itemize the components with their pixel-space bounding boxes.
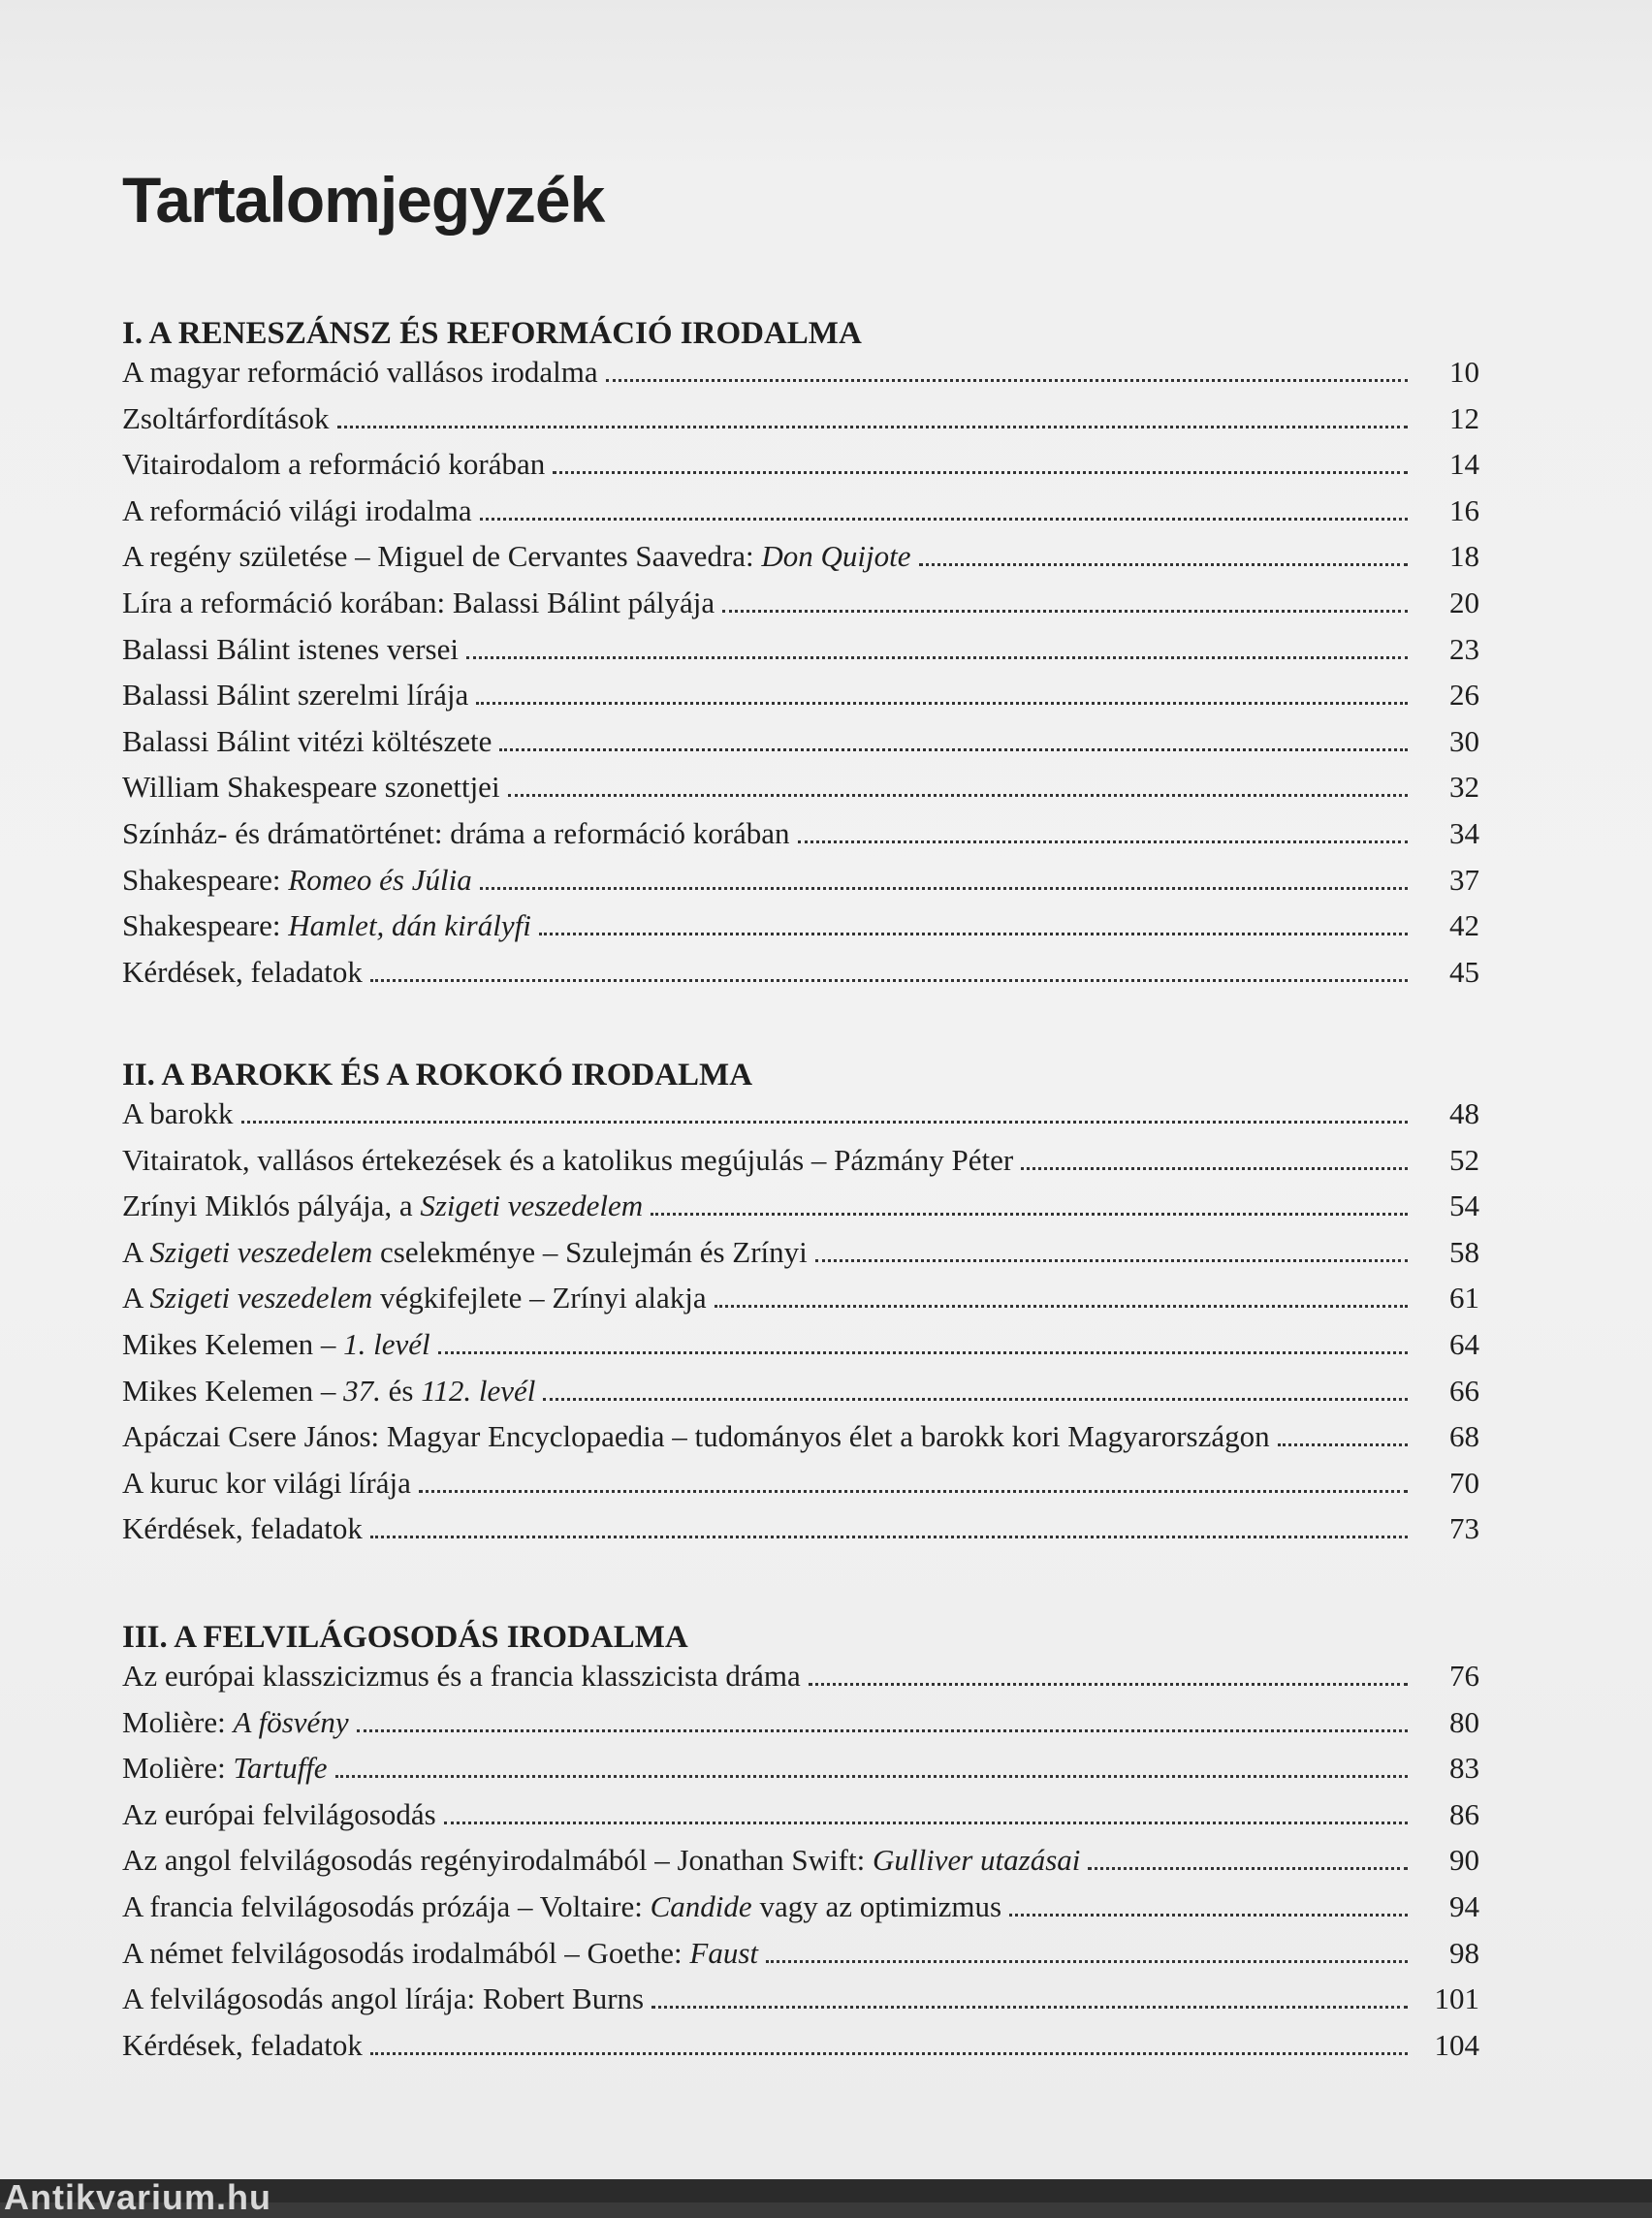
toc-entry bbox=[122, 1936, 1479, 1982]
toc-entry bbox=[122, 447, 1479, 493]
toc-entry bbox=[122, 1374, 1479, 1420]
toc-entry-title: Kérdések, feladatok bbox=[122, 1511, 363, 1546]
toc-entry-title: Kérdések, feladatok bbox=[122, 2027, 363, 2062]
dot-leader bbox=[499, 748, 1408, 751]
toc-entries bbox=[122, 1096, 1479, 1558]
toc-entry-title: A felvilágosodás angol lírája: Robert Burns bbox=[122, 1981, 645, 2016]
toc-page-number: 101 bbox=[1434, 1981, 1479, 2016]
toc-page-number: 68 bbox=[1449, 1419, 1479, 1454]
toc-page-number: 45 bbox=[1449, 954, 1479, 989]
toc-entry-title: Az európai felvilágosodás bbox=[122, 1796, 436, 1831]
toc-page-number: 30 bbox=[1449, 723, 1479, 758]
dot-leader bbox=[335, 1775, 1408, 1778]
toc-page-number: 86 bbox=[1449, 1796, 1479, 1831]
toc-page-number: 18 bbox=[1449, 539, 1479, 574]
toc-entry-title: Shakespeare: Hamlet, dán királyfi bbox=[122, 908, 531, 943]
toc-entry bbox=[122, 863, 1479, 909]
toc-entry-title: Vitairodalom a reformáció korában bbox=[122, 447, 546, 482]
toc-page-number: 83 bbox=[1449, 1751, 1479, 1786]
toc-page-number: 80 bbox=[1449, 1704, 1479, 1739]
dot-leader bbox=[553, 471, 1408, 474]
toc-entry bbox=[122, 401, 1479, 448]
dot-leader bbox=[798, 840, 1408, 843]
dot-leader bbox=[539, 933, 1408, 935]
toc-entry-title: William Shakespeare szonettjei bbox=[122, 770, 500, 805]
toc-entry-title: Balassi Bálint vitézi költészete bbox=[122, 723, 492, 758]
toc-page-number: 52 bbox=[1449, 1142, 1479, 1177]
dot-leader bbox=[444, 1822, 1408, 1824]
dot-leader bbox=[419, 1490, 1408, 1493]
toc-page-number: 14 bbox=[1449, 447, 1479, 482]
toc-page-number: 66 bbox=[1449, 1373, 1479, 1408]
toc-entry-title: Vitairatok, vallásos értekezések és a katolikus megújulás – Pázmány Péter bbox=[122, 1142, 1014, 1177]
toc-entry-title: A Szigeti veszedelem végkifejlete – Zrínyi alakja bbox=[122, 1281, 707, 1315]
toc-entry bbox=[122, 493, 1479, 540]
toc-entry bbox=[122, 678, 1479, 724]
toc-entry bbox=[122, 1981, 1479, 2028]
toc-page-number: 20 bbox=[1449, 585, 1479, 619]
toc-entry bbox=[122, 1889, 1479, 1936]
toc-page-number: 94 bbox=[1449, 1888, 1479, 1923]
toc-entry-title: Molière: A fösvény bbox=[122, 1704, 349, 1739]
dot-leader bbox=[466, 656, 1408, 659]
dot-leader bbox=[480, 887, 1408, 890]
toc-entry bbox=[122, 816, 1479, 863]
toc-entry-title: Mikes Kelemen – 37. és 112. levél bbox=[122, 1373, 536, 1408]
toc-page-number: 23 bbox=[1449, 631, 1479, 666]
dot-leader bbox=[370, 1536, 1408, 1538]
toc-entry-title: Balassi Bálint szerelmi lírája bbox=[122, 678, 469, 713]
dot-leader bbox=[357, 1729, 1408, 1732]
toc-entry-title: A német felvilágosodás irodalmából – Goethe: Faust bbox=[122, 1935, 759, 1970]
toc-entry-title: Shakespeare: Romeo és Júlia bbox=[122, 862, 472, 897]
toc-entry-title: Líra a reformáció korában: Balassi Bálint pályája bbox=[122, 585, 715, 619]
toc-page-number: 32 bbox=[1449, 770, 1479, 805]
toc-entry-title: Az európai klasszicizmus és a francia klasszicista dráma bbox=[122, 1659, 801, 1693]
toc-page-number: 61 bbox=[1449, 1281, 1479, 1315]
toc-entry-title: Apáczai Csere János: Magyar Encyclopaedia – tudományos élet a barokk kori Magyarországon bbox=[122, 1419, 1270, 1454]
dot-leader bbox=[651, 1213, 1408, 1216]
toc-section bbox=[122, 312, 1479, 1000]
toc-entry-title: Zrínyi Miklós pályája, a Szigeti veszedelem bbox=[122, 1188, 644, 1223]
toc-page-number: 58 bbox=[1449, 1234, 1479, 1269]
toc-entry bbox=[122, 770, 1479, 816]
dot-leader bbox=[438, 1351, 1408, 1354]
toc-entry bbox=[122, 1659, 1479, 1705]
toc-page-number: 37 bbox=[1449, 862, 1479, 897]
dot-leader bbox=[508, 794, 1408, 797]
toc-entry bbox=[122, 355, 1479, 401]
toc-section bbox=[122, 1054, 1479, 1558]
toc-page-number: 34 bbox=[1449, 815, 1479, 850]
toc-page-number: 16 bbox=[1449, 492, 1479, 527]
dot-leader bbox=[919, 563, 1408, 566]
dot-leader bbox=[815, 1259, 1408, 1262]
toc-entry-title: A regény születése – Miguel de Cervantes Saavedra: Don Quijote bbox=[122, 539, 911, 574]
toc-entry bbox=[122, 1466, 1479, 1512]
toc-page-number: 76 bbox=[1449, 1659, 1479, 1693]
toc-page-number: 64 bbox=[1449, 1326, 1479, 1361]
dot-leader bbox=[809, 1683, 1408, 1686]
toc-entry-title: A kuruc kor világi lírája bbox=[122, 1465, 411, 1500]
toc-page-number: 48 bbox=[1449, 1096, 1479, 1130]
dot-leader bbox=[1278, 1443, 1408, 1446]
section-heading: III. A FELVILÁGOSODÁS IRODALMA bbox=[122, 1620, 688, 1655]
dot-leader bbox=[1021, 1167, 1408, 1170]
toc-entry bbox=[122, 1188, 1479, 1235]
dot-leader bbox=[1088, 1867, 1408, 1870]
toc-page-number: 54 bbox=[1449, 1188, 1479, 1223]
dot-leader bbox=[715, 1305, 1408, 1308]
toc-entry-title: A reformáció világi irodalma bbox=[122, 492, 472, 527]
toc-entry bbox=[122, 1235, 1479, 1282]
toc-entry-title: Kérdések, feladatok bbox=[122, 954, 363, 989]
dot-leader bbox=[370, 2052, 1408, 2055]
dot-leader bbox=[480, 518, 1408, 521]
toc-entry bbox=[122, 1797, 1479, 1844]
toc-entry bbox=[122, 1096, 1479, 1143]
toc-entry-title: Színház- és drámatörténet: dráma a reformáció korában bbox=[122, 815, 790, 850]
toc-entry bbox=[122, 724, 1479, 771]
toc-page-number: 10 bbox=[1449, 355, 1479, 389]
page-title: Tartalomjegyzék bbox=[122, 164, 605, 236]
dot-leader bbox=[766, 1960, 1408, 1963]
toc-entry bbox=[122, 1705, 1479, 1752]
dot-leader bbox=[370, 979, 1408, 982]
section-heading: I. A RENESZÁNSZ ÉS REFORMÁCIÓ IRODALMA bbox=[122, 316, 862, 351]
toc-entry bbox=[122, 1143, 1479, 1189]
toc-entry-title: A magyar reformáció vallásos irodalma bbox=[122, 355, 598, 389]
toc-page-number: 73 bbox=[1449, 1511, 1479, 1546]
toc-page-number: 98 bbox=[1449, 1935, 1479, 1970]
toc-entry bbox=[122, 1327, 1479, 1374]
toc-entry bbox=[122, 586, 1479, 632]
toc-entry bbox=[122, 2028, 1479, 2075]
toc-entry-title: Molière: Tartuffe bbox=[122, 1751, 328, 1786]
toc-entries bbox=[122, 1659, 1479, 2074]
toc-page-number: 42 bbox=[1449, 908, 1479, 943]
dot-leader bbox=[476, 702, 1408, 705]
watermark: Antikvarium.hu bbox=[4, 2177, 272, 2217]
toc-entry bbox=[122, 632, 1479, 679]
toc-entry bbox=[122, 955, 1479, 1001]
toc-entry bbox=[122, 1511, 1479, 1558]
toc-entry bbox=[122, 908, 1479, 955]
toc-entry-title: A Szigeti veszedelem cselekménye – Szulejmán és Zrínyi bbox=[122, 1234, 808, 1269]
toc-page-number: 90 bbox=[1449, 1843, 1479, 1878]
dot-leader bbox=[241, 1121, 1408, 1124]
toc-entry bbox=[122, 539, 1479, 586]
toc-page-number: 104 bbox=[1434, 2027, 1479, 2062]
toc-entry-title: Az angol felvilágosodás regényirodalmából – Jonathan Swift: Gulliver utazásai bbox=[122, 1843, 1081, 1878]
toc-entry-title: A barokk bbox=[122, 1096, 234, 1130]
toc-entries bbox=[122, 355, 1479, 1000]
toc-page-number: 70 bbox=[1449, 1465, 1479, 1500]
section-heading: II. A BAROKK ÉS A ROKOKÓ IRODALMA bbox=[122, 1058, 753, 1093]
dot-leader bbox=[606, 379, 1408, 382]
toc-entry-title: Mikes Kelemen – 1. levél bbox=[122, 1326, 430, 1361]
toc-entry bbox=[122, 1281, 1479, 1327]
toc-entry-title: Zsoltárfordítások bbox=[122, 400, 330, 435]
toc-page-number: 12 bbox=[1449, 400, 1479, 435]
dot-leader bbox=[1009, 1914, 1408, 1917]
dot-leader bbox=[337, 426, 1408, 428]
toc-page-number: 26 bbox=[1449, 678, 1479, 713]
dot-leader bbox=[543, 1398, 1408, 1401]
toc-entry bbox=[122, 1419, 1479, 1466]
toc-section bbox=[122, 1616, 1479, 2074]
toc-entry bbox=[122, 1751, 1479, 1797]
toc-entry-title: A francia felvilágosodás prózája – Voltaire: Candide vagy az optimizmus bbox=[122, 1888, 1002, 1923]
toc-entry-title: Balassi Bálint istenes versei bbox=[122, 631, 459, 666]
dot-leader bbox=[651, 2006, 1408, 2009]
dot-leader bbox=[722, 610, 1408, 613]
toc-entry bbox=[122, 1843, 1479, 1889]
